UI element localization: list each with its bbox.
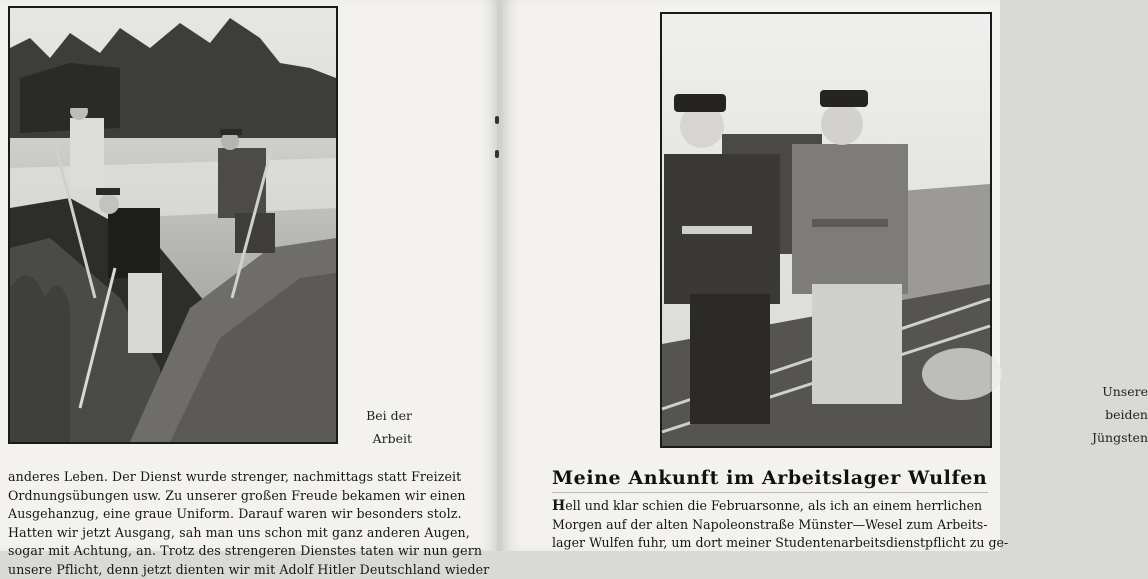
text-line: anderes Leben. Der Dienst wurde strenger, nachmittags statt Freizeit	[8, 468, 448, 487]
photo-digging-trench	[8, 6, 338, 444]
caption-line: Arbeit	[340, 427, 412, 450]
caption-line: beiden	[1080, 403, 1148, 426]
drop-cap: H	[552, 498, 565, 514]
left-page	[0, 0, 500, 551]
heading-underline	[552, 492, 988, 493]
text-line: sogar mit Achtung, an. Trotz des strengeren Dienstes taten wir nun gern	[8, 542, 448, 561]
photo-two-young-men	[660, 12, 992, 448]
text-line	[552, 497, 988, 516]
photo-digging-trench-image	[10, 8, 336, 442]
caption-line: Jüngsten	[1080, 426, 1148, 449]
text-line: unsere Pflicht, denn jetzt dienten wir mit Adolf Hitler Deutschland wieder	[8, 561, 448, 579]
text-line: Ordnungsübungen usw. Zu unserer großen Freude bekamen wir einen	[8, 487, 448, 506]
article-heading: Meine Ankunft im Arbeitslager Wulfen	[552, 467, 992, 489]
text-line-rest: ell und klar schien die Februarsonne, als ich an einem herrlichen	[565, 498, 982, 513]
binding-staple	[495, 150, 499, 158]
text-line: Ausgehanzug, eine graue Uniform. Darauf waren wir besonders stolz.	[8, 505, 448, 524]
caption-line: Bei der	[340, 404, 412, 427]
binding-staple	[495, 116, 499, 124]
photo-caption-work	[340, 404, 412, 450]
photo-caption-youngest	[1080, 380, 1148, 449]
left-paragraph	[8, 468, 448, 579]
text-line: Hatten wir jetzt Ausgang, sah man uns schon mit ganz anderen Augen,	[8, 524, 448, 543]
photo-two-young-men-image	[662, 14, 990, 446]
text-line: lager Wulfen fuhr, um dort meiner Studentenarbeitsdienstpflicht zu ge-	[552, 534, 988, 553]
right-paragraph	[552, 497, 988, 553]
text-line: Morgen auf der alten Napoleonstraße Münster—Wesel zum Arbeits-	[552, 516, 988, 535]
caption-line: Unsere	[1080, 380, 1148, 403]
